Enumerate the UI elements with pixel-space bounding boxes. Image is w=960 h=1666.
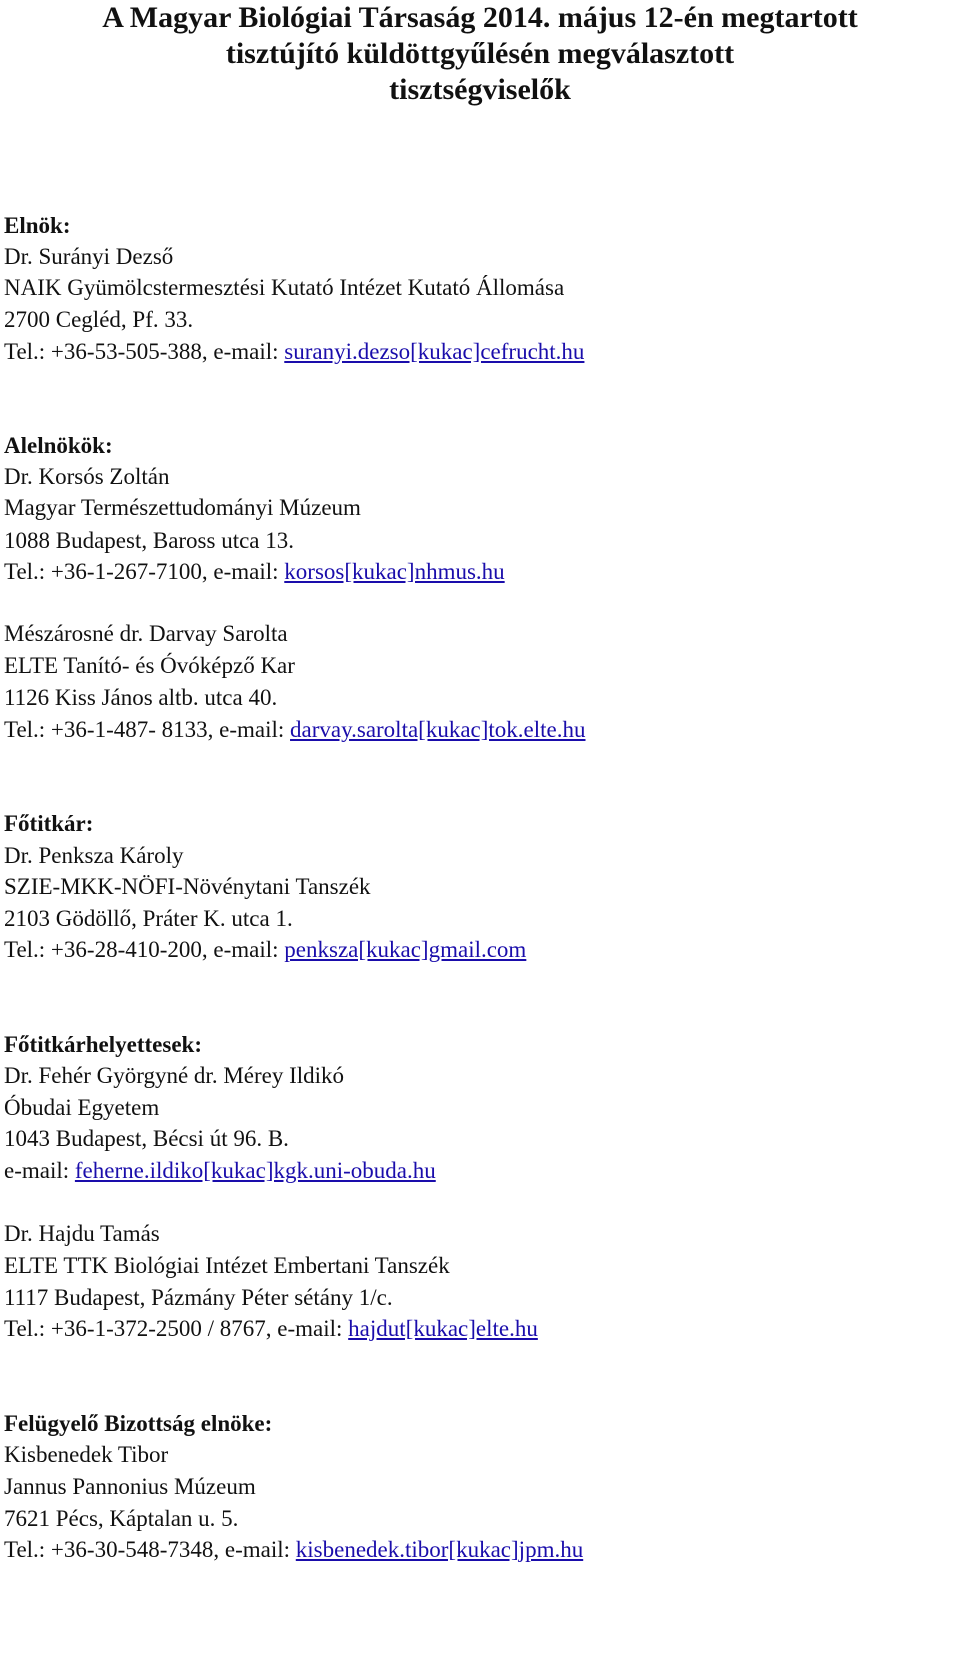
page-title	[100, 0, 860, 108]
deputy-secretary-1-email-link[interactable]: feherne.ildiko[kukac]kgk.uni-obuda.hu	[74, 1158, 436, 1183]
president-email-link[interactable]: suranyi.dezso[kukac]cefrucht.hu	[284, 339, 585, 364]
secretary-general-address: 2103 Gödöllő, Práter K. utca 1.	[4, 906, 293, 931]
deputy-secretary-2-institution: ELTE TTK Biológiai Intézet Embertani Tanszék	[4, 1253, 450, 1278]
secretary-general-contact-text: Tel.: +36-28-410-200, e-mail:	[4, 937, 285, 962]
president-contact-text: Tel.: +36-53-505-388, e-mail:	[4, 339, 285, 364]
deputy-secretary-2-contact-text: Tel.: +36-1-372-2500 / 8767, e-mail:	[4, 1316, 349, 1341]
deputy-secretaries-heading: Főtitkárhelyettesek:	[4, 1032, 202, 1057]
vice-president-2-address: 1126 Kiss János altb. utca 40.	[4, 685, 278, 710]
deputy-secretary-2-email-link[interactable]: hajdut[kukac]elte.hu	[348, 1316, 538, 1341]
secretary-general-institution: SZIE-MKK-NÖFI-Növénytani Tanszék	[4, 874, 371, 899]
vice-president-2-email-link[interactable]: darvay.sarolta[kukac]tok.elte.hu	[290, 717, 586, 742]
supervisory-board-institution: Jannus Pannonius Múzeum	[4, 1474, 256, 1499]
vice-president-1-institution: Magyar Természettudományi Múzeum	[4, 495, 361, 520]
vice-president-2-contact	[4, 714, 586, 746]
vice-president-1-contact	[4, 556, 505, 588]
vice-presidents-heading: Alelnökök:	[4, 433, 113, 458]
deputy-secretary-2-contact	[4, 1313, 538, 1345]
supervisory-board-email-link[interactable]: kisbenedek.tibor[kukac]jpm.hu	[295, 1537, 584, 1562]
deputy-secretary-1-contact	[4, 1155, 436, 1187]
president-contact	[4, 336, 584, 368]
president-name: Dr. Surányi Dezső	[4, 244, 174, 269]
vice-president-1-address: 1088 Budapest, Baross utca 13.	[4, 528, 295, 553]
supervisory-board-contact	[4, 1534, 583, 1566]
deputy-secretary-1-name: Dr. Fehér Györgyné dr. Mérey Ildikó	[4, 1063, 345, 1088]
vice-president-1-email-link[interactable]: korsos[kukac]nhmus.hu	[284, 559, 505, 584]
vice-president-1-contact-text: Tel.: +36-1-267-7100, e-mail:	[4, 559, 285, 584]
secretary-general-contact	[4, 934, 526, 966]
title-line-1: A Magyar Biológiai Társaság 2014. május 12-én megtartott	[102, 1, 858, 34]
vice-president-2-institution: ELTE Tanító- és Óvóképző Kar	[4, 653, 295, 678]
vice-president-2-name: Mészárosné dr. Darvay Sarolta	[4, 621, 288, 646]
deputy-secretary-1-institution: Óbudai Egyetem	[4, 1095, 160, 1120]
secretary-general-name: Dr. Penksza Károly	[4, 843, 184, 868]
supervisory-board-heading: Felügyelő Bizottság elnöke:	[4, 1411, 273, 1436]
title-line-2: tisztújító küldöttgyűlésén megválasztott	[225, 37, 735, 70]
president-institution: NAIK Gyümölcstermesztési Kutató Intézet Kutató Állomása	[4, 275, 565, 300]
deputy-secretary-1-address: 1043 Budapest, Bécsi út 96. B.	[4, 1126, 289, 1151]
vice-president-2-contact-text: Tel.: +36-1-487- 8133, e-mail:	[4, 717, 291, 742]
deputy-secretary-1-contact-text: e-mail:	[4, 1158, 75, 1183]
secretary-general-email-link[interactable]: penksza[kukac]gmail.com	[284, 937, 527, 962]
deputy-secretary-2-name: Dr. Hajdu Tamás	[4, 1221, 160, 1246]
title-line-3: tisztségviselők	[389, 73, 571, 106]
supervisory-board-contact-text: Tel.: +36-30-548-7348, e-mail:	[4, 1537, 296, 1562]
deputy-secretary-2-address: 1117 Budapest, Pázmány Péter sétány 1/c.	[4, 1285, 393, 1310]
president-address: 2700 Cegléd, Pf. 33.	[4, 307, 194, 332]
supervisory-board-address: 7621 Pécs, Káptalan u. 5.	[4, 1506, 239, 1531]
secretary-general-heading: Főtitkár:	[4, 811, 94, 836]
supervisory-board-name: Kisbenedek Tibor	[4, 1442, 169, 1467]
president-heading: Elnök:	[4, 213, 71, 238]
vice-president-1-name: Dr. Korsós Zoltán	[4, 464, 170, 489]
